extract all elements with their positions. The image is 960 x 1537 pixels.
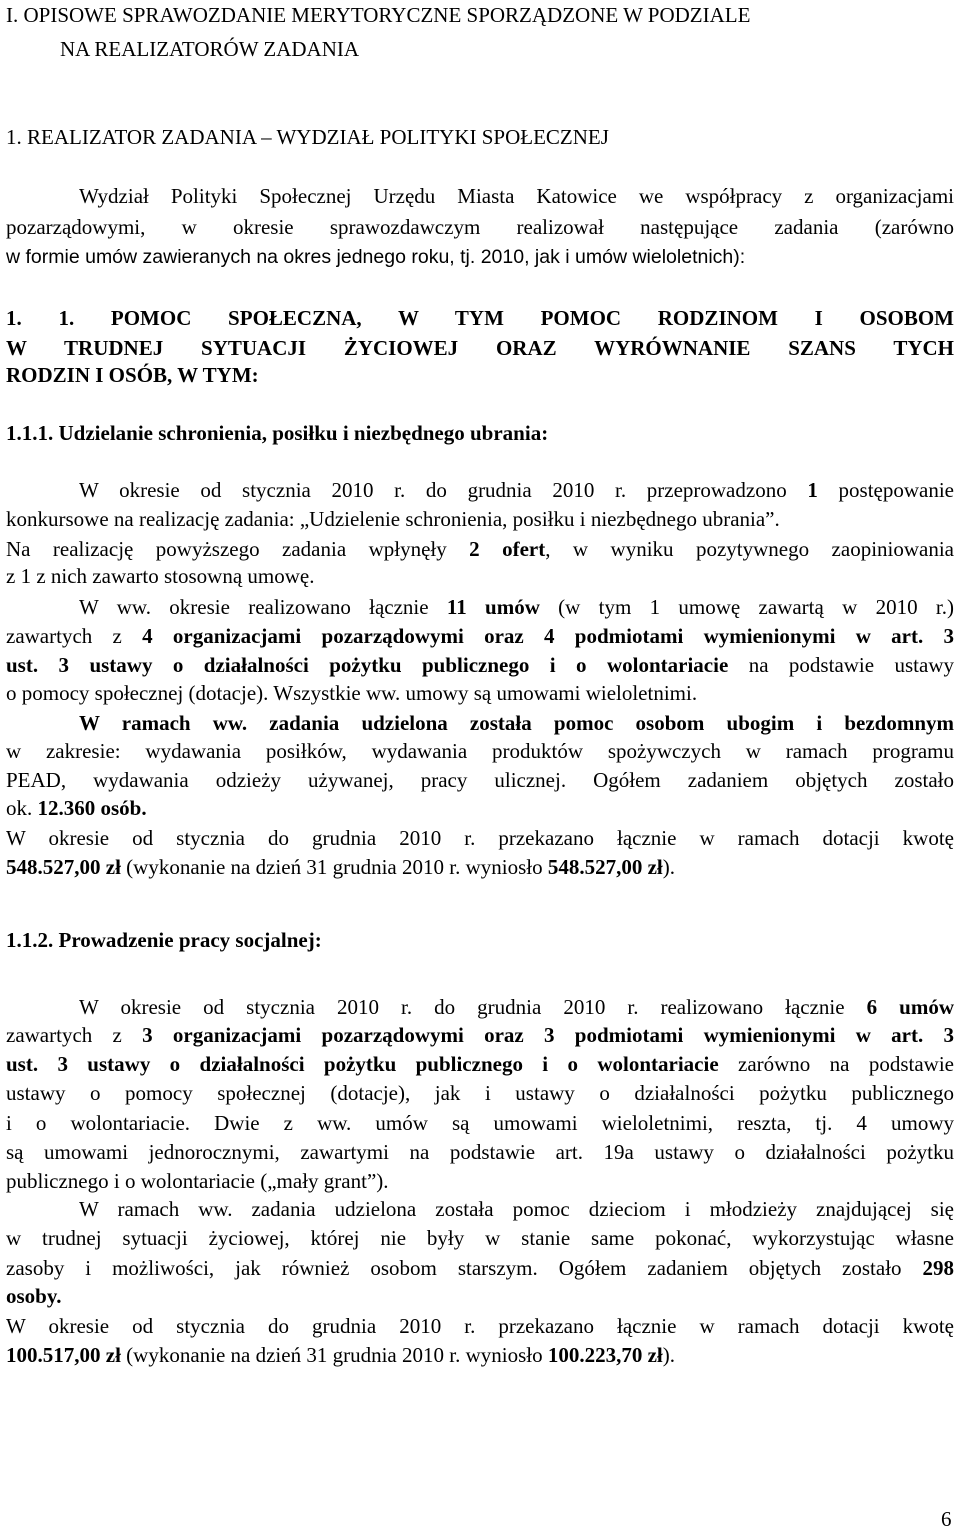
s112-p2-line-1: W ramach ww. zadania udzielona została pomoc dzieciom i młodzieży znajdującej się xyxy=(79,1197,954,1221)
s111-p4-line-2: 548.527,00 zł (wykonanie na dzień 31 grudnia 2010 r. wyniosło 548.527,00 zł). xyxy=(6,855,675,879)
s111-p2-line-4: o pomocy społecznej (dotacje). Wszystkie ww. umowy są umowami wieloletnimi. xyxy=(6,681,698,705)
intro-line-1: Wydział Polityki Społecznej Urzędu Miasta Katowice we współpracy z organizacjami xyxy=(79,184,954,208)
s112-p2-line-2: w trudnej sytuacji życiowej, której nie były w stanie same pokonać, wykorzystując własne xyxy=(6,1226,954,1250)
page-number: 6 xyxy=(941,1507,952,1531)
section-heading-line-1: 1. 1. POMOC SPOŁECZNA, W TYM POMOC RODZINOM I OSOBOM xyxy=(6,306,954,330)
s112-p1-line-3: ust. 3 ustawy o działalności pożytku publicznego i o wolontariacie zarówno na podstawie xyxy=(6,1052,954,1076)
s112-p1-line-2: zawartych z 3 organizacjami pozarządowymi oraz 3 podmiotami wymienionymi w art. 3 xyxy=(6,1023,954,1047)
heading-realizator: 1. REALIZATOR ZADANIA – WYDZIAŁ POLITYKI SPOŁECZNEJ xyxy=(6,125,609,149)
s111-p2-line-1: W ww. okresie realizowano łącznie 11 umów (w tym 1 umowę zawartą w 2010 r.) xyxy=(79,595,954,619)
section-heading-line-3: RODZIN I OSÓB, W TYM: xyxy=(6,363,259,387)
s112-p3-line-1: W okresie od stycznia do grudnia 2010 r. przekazano łącznie w ramach dotacji kwotę xyxy=(6,1314,954,1338)
subsection-111-title: 1.1.1. Udzielanie schronienia, posiłku i niezbędnego ubrania: xyxy=(6,421,549,445)
s112-p1-line-5: i o wolontariacie. Dwie z ww. umów są umowami wieloletnimi, reszta, tj. 4 umowy xyxy=(6,1111,954,1135)
s111-p3-line-4: ok. 12.360 osób. xyxy=(6,796,147,820)
s112-p1-line-1: W okresie od stycznia 2010 r. do grudnia 2010 r. realizowano łącznie 6 umów xyxy=(79,995,954,1019)
s111-p4-line-1: W okresie od stycznia do grudnia 2010 r. przekazano łącznie w ramach dotacji kwotę xyxy=(6,826,954,850)
heading-main-line2: NA REALIZATORÓW ZADANIA xyxy=(60,37,360,61)
s111-p3-line-2: w zakresie: wydawania posiłków, wydawania produktów spożywczych w ramach programu xyxy=(6,739,954,763)
heading-main-line1: I. OPISOWE SPRAWOZDANIE MERYTORYCZNE SPORZĄDZONE W PODZIALE xyxy=(6,3,751,27)
intro-line-3: w formie umów zawieranych na okres jednego roku, tj. 2010, jak i umów wieloletnich): xyxy=(6,246,746,268)
subsection-112-title: 1.1.2. Prowadzenie pracy socjalnej: xyxy=(6,928,322,952)
s111-p3-line-3: PEAD, wydawania odzieży używanej, pracy ulicznej. Ogółem zadaniem objętych zostało xyxy=(6,768,954,792)
s112-p3-line-2: 100.517,00 zł (wykonanie na dzień 31 grudnia 2010 r. wyniosło 100.223,70 zł). xyxy=(6,1343,675,1367)
s111-p1-line-1: W okresie od stycznia 2010 r. do grudnia 2010 r. przeprowadzono 1 postępowanie xyxy=(79,478,954,502)
s111-p1-line-3: Na realizację powyższego zadania wpłynęły 2 ofert, w wyniku pozytywnego zaopiniowania xyxy=(6,537,955,561)
s112-p1-line-7: publicznego i o wolontariacie („mały grant”). xyxy=(6,1169,389,1193)
s112-p2-line-4: osoby. xyxy=(6,1284,62,1308)
s111-p1-line-4: z 1 z nich zawarto stosowną umowę. xyxy=(6,564,315,588)
s112-p1-line-4: ustawy o pomocy społecznej (dotacje), jak i ustawy o działalności pożytku publicznego xyxy=(6,1081,954,1105)
s111-p2-line-2: zawartych z 4 organizacjami pozarządowymi oraz 4 podmiotami wymienionymi w art. 3 xyxy=(6,624,954,648)
s112-p2-line-3: zasoby i możliwości, jak również osobom starszym. Ogółem zadaniem objętych zostało 298 xyxy=(6,1256,954,1280)
s111-p3-line-1: W ramach ww. zadania udzielona została pomoc osobom ubogim i bezdomnym xyxy=(79,711,954,735)
s111-p1-line-2: konkursowe na realizację zadania: „Udzielenie schronienia, posiłku i niezbędnego ubrania”. xyxy=(6,507,780,531)
s112-p1-line-6: są umowami jednorocznymi, zawartymi na podstawie art. 19a ustawy o działalności pożytku xyxy=(6,1140,954,1164)
s111-p2-line-3: ust. 3 ustawy o działalności pożytku publicznego i o wolontariacie na podstawie ustawy xyxy=(6,653,954,677)
intro-line-2: pozarządowymi, w okresie sprawozdawczym realizował następujące zadania (zarówno xyxy=(6,215,954,239)
section-heading-line-2: W TRUDNEJ SYTUACJI ŻYCIOWEJ ORAZ WYRÓWNANIE SZANS TYCH xyxy=(6,336,954,360)
